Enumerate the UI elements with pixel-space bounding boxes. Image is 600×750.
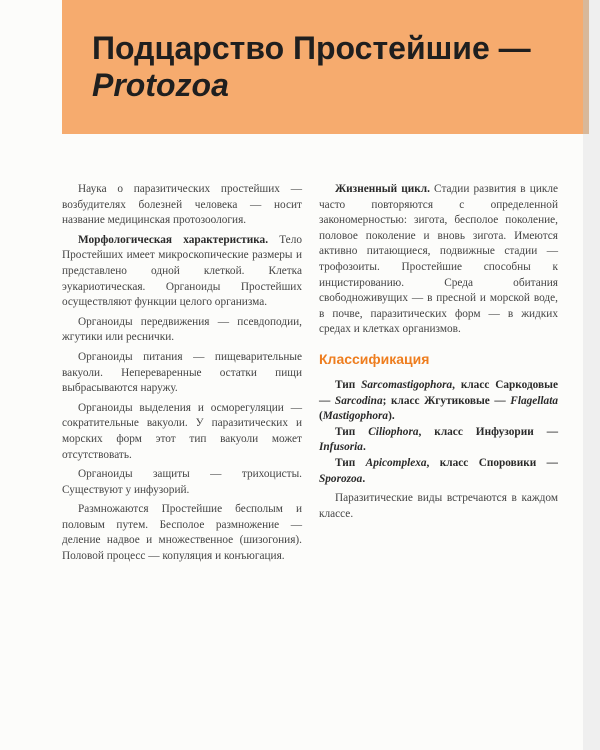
chapter-header-band — [62, 0, 583, 134]
paragraph-locomotion-organelles: Органоиды передвижения — псевдоподии, жгутики или реснички. — [62, 315, 302, 344]
classification-line — [319, 425, 558, 456]
classification-line — [319, 456, 558, 487]
paragraph-feeding-organelles: Органоиды питания — пищеварительные вакуоли. Непереваренные остатки пищи выбрасываются наружу. — [62, 350, 302, 395]
life-cycle-heading: Жизненный цикл. — [335, 183, 430, 195]
paragraph-reproduction: Размножаются Простейшие бесполым и половым путем. Бесполое размножение — деление надвое и множественное (шизогония). Половой процесс — копуляция и конъюгация. — [62, 503, 302, 563]
paragraph-life-cycle — [319, 182, 558, 338]
life-cycle-text: Стадии развития в цикле часто повторяются с определенной закономерностью: зигота, бесполое поколение, половое поколение и вновь зигота. Имеются активно питающиеся, подвижные стадии — трофозоиты. Простейшие способны к инцистированию. Среда обитания свободноживущих — в пресной и морской воде, в почве, паразитических форм — в жидких средах и клетках организмов. — [319, 183, 559, 336]
classification-line — [319, 378, 558, 425]
classification-entry: Тип Apicomplexa, класс Споровики — Sporozoa. — [319, 456, 558, 485]
classification-entry: Тип Ciliophora, класс Инфузории — Infusoria. — [319, 425, 558, 454]
paragraph-defense-organelles: Органоиды защиты — трихоцисты. Существуют у инфузорий. — [62, 468, 302, 496]
right-text-column — [319, 182, 558, 526]
paragraph-excretion-organelles: Органоиды выделения и осморегуляции — сократительные вакуоли. У паразитических и морских форм этот тип вакуоли может отсутствовать. — [62, 401, 302, 461]
chapter-title-main: Подцарство Простейшие — — [92, 30, 531, 66]
paragraph-morphology — [62, 233, 302, 311]
paragraph-intro: Наука о паразитических простейших — возбудителях болезней человека — носит название медицинская протозоология. — [62, 183, 302, 227]
morphology-heading: Морфологическая характеристика. — [78, 233, 269, 246]
left-text-column — [62, 182, 302, 569]
page-edge-header-tint — [583, 0, 589, 134]
classification-heading: Классификация — [319, 350, 430, 367]
classification-list — [319, 378, 558, 487]
classification-entry: Тип Sarcomastigophora, класс Саркодовые — Sarcodina; класс Жгутиковые — Flagellata (Mastigophora). — [319, 378, 558, 423]
paragraph-parasitic-species: Паразитические виды встречаются в каждом классе. — [319, 492, 558, 520]
chapter-title-latin: Protozoa — [92, 67, 229, 103]
chapter-title — [92, 30, 531, 104]
morphology-text: Тело Простейших имеет микроскопические размеры и представлено одной клеткой. Клетка эукариотическая. Органоиды Простейших осуществляют функции целого организма. — [62, 233, 302, 309]
